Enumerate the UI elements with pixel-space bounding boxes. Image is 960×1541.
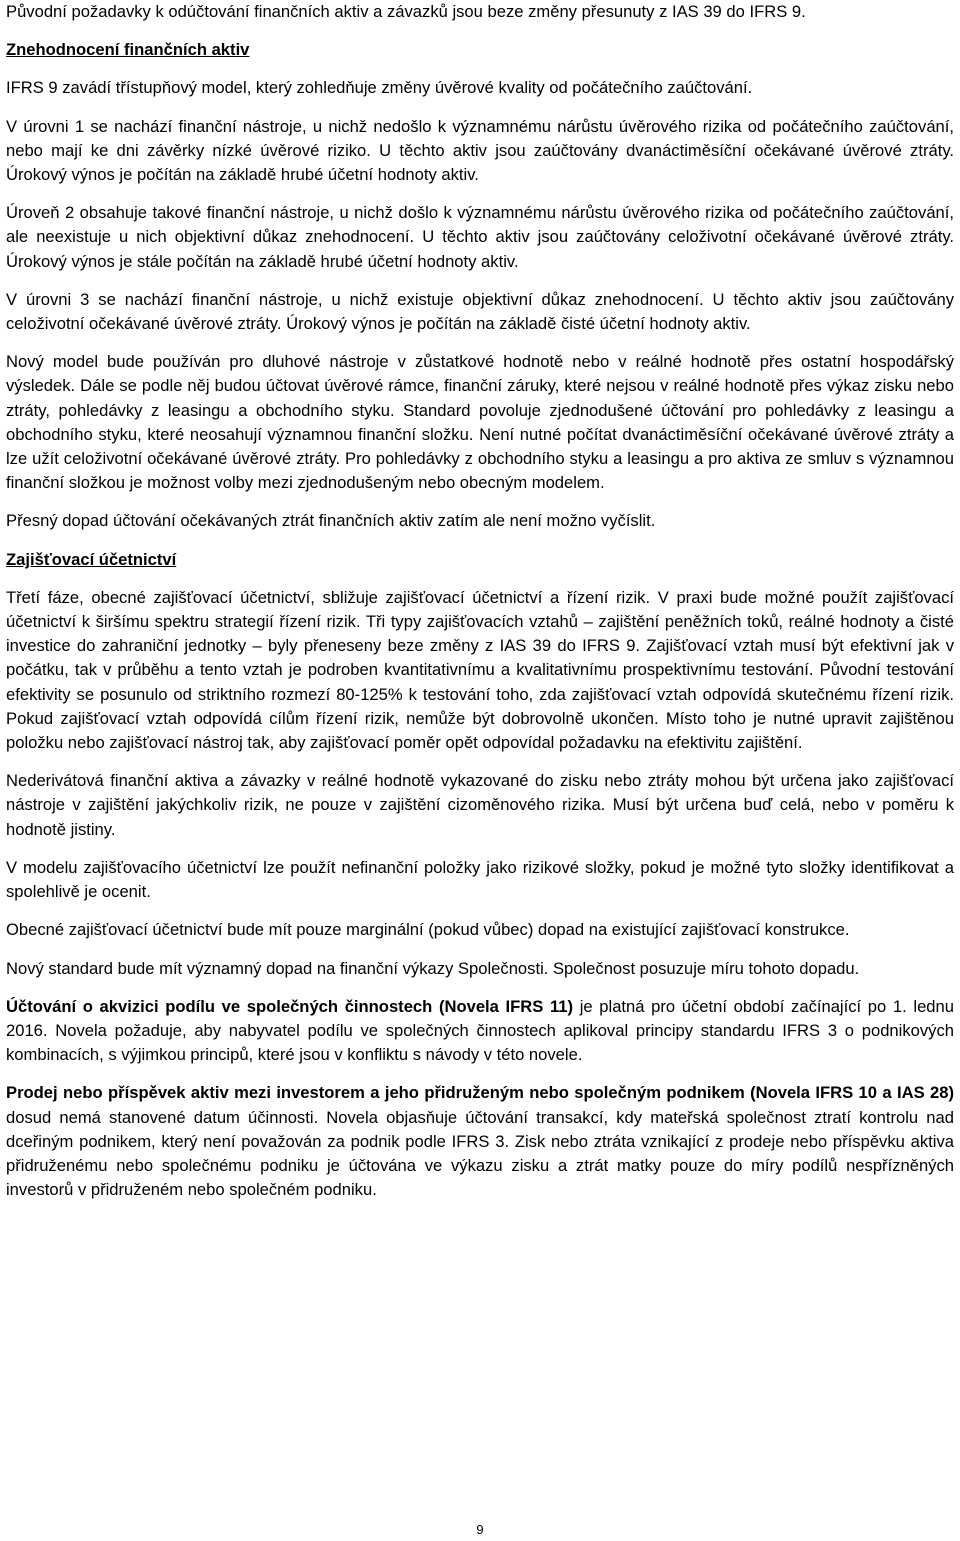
- hedging-paragraph-4: Obecné zajišťovací účetnictví bude mít pouze marginální (pokud vůbec) dopad na existující zajišťovací konstrukce.: [6, 920, 850, 940]
- ifrs10-title: Prodej nebo příspěvek aktiv mezi investorem a jeho přidruženým nebo společným podnikem (Novela IFRS 10 a IAS 28): [6, 1083, 954, 1103]
- hedging-paragraph-2: Nederivátová finanční aktiva a závazky v reálné hodnotě vykazované do zisku nebo ztráty mohou být určena jako zajišťovací nástroje v zajištění jakýchkoliv rizik, ne pouze v zajištění cizoměnového rizika. Musí být určena buď celá, nebo v poměru k hodnotě jistiny.: [6, 771, 954, 839]
- impairment-paragraph-4: V úrovni 3 se nachází finanční nástroje, u nichž existuje objektivní důkaz znehodnocení. U těchto aktiv jsou zaúčtovány celoživotní očekávané úvěrové ztráty. Úrokový výnos je počítán na základě čisté účetní hodnoty aktiv.: [6, 289, 954, 334]
- ifrs10-text: dosud nemá stanovené datum účinnosti. Novela objasňuje účtování transakcí, kdy mateřská společnost ztratí kontrolu nad dceřiným podnikem, který není považován za podnik podle IFRS 3. Zisk nebo ztráta vznikající z prodeje nebo příspěvku aktiva přidruženému nebo společnému podniku je účtována ve výkazu zisku a ztrát matky pouze do míry podílů nespřízněných investorů v přidruženém nebo společném podniku.: [6, 1107, 954, 1200]
- page-number: 9: [476, 1522, 484, 1537]
- hedging-heading: Zajišťovací účetnictví: [6, 549, 177, 569]
- intro-paragraph: Původní požadavky k odúčtování finančních aktiv a závazků jsou beze změny přesunuty z IAS 39 do IFRS 9.: [6, 2, 806, 21]
- impairment-paragraph-6: Přesný dopad účtování očekávaných ztrát finančních aktiv zatím ale není možno vyčíslit.: [6, 511, 656, 531]
- ifrs11-paragraph: [6, 995, 954, 1068]
- document-page: [6, 0, 954, 1202]
- impairment-paragraph-3: Úroveň 2 obsahuje takové finanční nástroje, u nichž došlo k významnému nárůstu úvěrového rizika od počátečního zaúčtování, ale neexistuje u nich objektivní důkaz znehodnocení. U těchto aktiv jsou zaúčtovány celoživotní očekávané úvěrové ztráty. Úrokový výnos je stále počítán na základě hrubé účetní hodnoty aktiv.: [6, 203, 954, 271]
- impairment-paragraph-2: V úrovni 1 se nachází finanční nástroje, u nichž nedošlo k významnému nárůstu úvěrového rizika od počátečního zaúčtování, nebo mají ke dni závěrky nízké úvěrové riziko. U těchto aktiv jsou zaúčtovány dvanáctiměsíční očekávané úvěrové ztráty. Úrokový výnos je počítán na základě hrubé účetní hodnoty aktiv.: [6, 116, 954, 185]
- hedging-paragraph-1: Třetí fáze, obecné zajišťovací účetnictví, sbližuje zajišťovací účetnictví a řízení rizik. V praxi bude možné použít zajišťovací účetnictví k širšímu spektru strategií řízení rizik. Tři typy zajišťovacích vztahů – zajištění peněžních toků, reálné hodnoty a čisté investice do zahraniční jednotky – byly přeneseny beze změny z IAS 39 do IFRS 9. Zajišťovací vztah musí být efektivní jak v počátku, tak v průběhu a tento vztah je podroben kvantitativnímu a kvalitativnímu prospektivnímu testování. Původní testování efektivity se posunulo od striktního rozmezí 80-125% k testování toho, zda zajišťovací vztah odpovídá skutečnému řízení rizik. Pokud zajišťovací vztah odpovídá cílům řízení rizik, nemůže být dobrovolně ukončen. Místo toho je nutné upravit zajištěnou položku nebo zajišťovací nástroj tak, aby zajišťovací poměr opět odpovídal požadavku na efektivitu zajištění.: [6, 587, 954, 753]
- hedging-paragraph-3: V modelu zajišťovacího účetnictví lze použít nefinanční položky jako rizikové složky, pokud je možné tyto složky identifikovat a spolehlivě je ocenit.: [6, 857, 954, 902]
- ifrs10-paragraph: [6, 1081, 954, 1202]
- impairment-paragraph-5: Nový model bude používán pro dluhové nástroje v zůstatkové hodnotě nebo v reálné hodnotě přes ostatní hospodářský výsledek. Dále se podle něj budou účtovat úvěrové rámce, finanční záruky, které nejsou v reálné hodnotě přes výkaz zisku nebo ztráty, pohledávky z leasingu a obchodního styku. Standard povoluje zjednodušené účtování pro pohledávky z leasingu a obchodního styku, které neosahují významnou finanční složku. Není nutné počítat dvanáctiměsíční očekávané úvěrové ztráty a lze užít celoživotní očekávané úvěrové ztráty. Pro pohledávky z obchodního styku a leasingu a pro aktiva ze smluv s významnou finanční složkou je možnost volby mezi zjednodušeným nebo obecným modelem.: [6, 352, 954, 493]
- hedging-paragraph-5: Nový standard bude mít významný dopad na finanční výkazy Společnosti. Společnost posuzuje míru tohoto dopadu.: [6, 958, 860, 978]
- impairment-paragraph-1: IFRS 9 zavádí třístupňový model, který zohledňuje změny úvěrové kvality od počátečního zaúčtování.: [6, 78, 753, 98]
- impairment-heading: Znehodnocení finančních aktiv: [6, 40, 250, 60]
- ifrs11-title: Účtování o akvizici podílu ve společných činnostech (Novela IFRS 11): [6, 996, 574, 1016]
- ifrs11-text: je platná pro účetní období začínající po 1. lednu 2016. Novela požaduje, aby nabyvatel podílu ve společných činnostech aplikoval principy standardu IFRS 3 o podnikových kombinacích, s výjimkou principů, které jsou v konfliktu s návody v této novele.: [6, 996, 954, 1065]
